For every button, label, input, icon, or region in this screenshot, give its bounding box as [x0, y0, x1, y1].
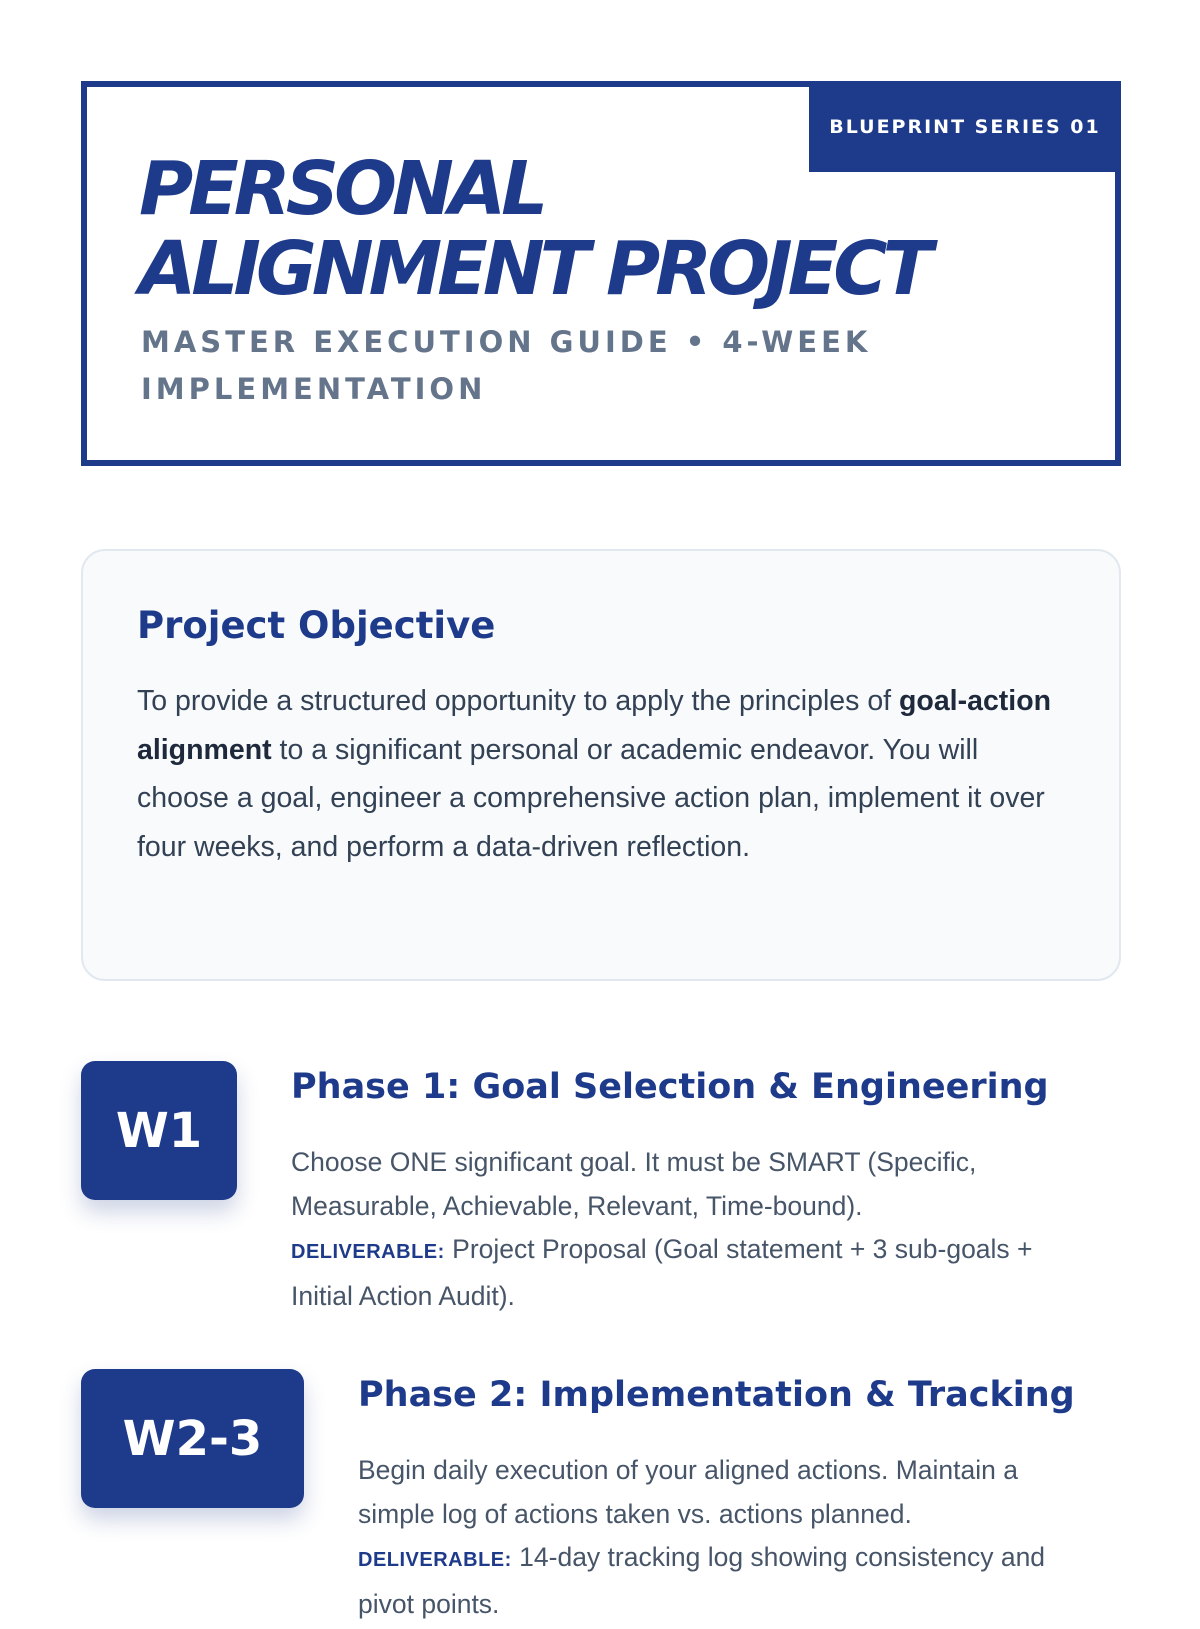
header-card: [81, 81, 1121, 466]
objective-text: [137, 677, 1065, 871]
objective-text-emphasis: goal-action alignment: [137, 685, 1052, 766]
phase-1: [81, 1061, 1121, 1331]
objective-text-rest: to a significant personal or academic endeavor. You will choose a goal, engineer a comprehensive action plan, implement it over four weeks, and perform a data-driven reflection.: [137, 733, 1045, 863]
phase-1-deliverable-label: DELIVERABLE:: [291, 1241, 445, 1263]
phase-1-body: [291, 1061, 1101, 1318]
page-subtitle: MASTER EXECUTION GUIDE • 4-WEEK IMPLEMENTATION: [141, 325, 872, 406]
phase-1-deliverable-text: Project Proposal (Goal statement + 3 sub-goals + Initial Action Audit).: [291, 1234, 1033, 1311]
phase-1-description: Choose ONE significant goal. It must be SMART (Specific, Measurable, Achievable, Relevant, Time-bound).: [291, 1147, 977, 1221]
phase-2-deliverable-label: DELIVERABLE:: [358, 1549, 512, 1571]
page-title-line-1: PERSONAL: [139, 146, 544, 232]
objective-title: Project Objective: [137, 604, 496, 647]
phase-1-week-badge: W1: [81, 1061, 237, 1200]
objective-text-intro: To provide a structured opportunity to apply the principles of: [137, 685, 900, 717]
page-title-line-2: ALIGNMENT PROJECT: [139, 226, 928, 312]
phase-1-title: Phase 1: Goal Selection & Engineering: [291, 1067, 1049, 1107]
objective-card: [81, 549, 1121, 981]
phase-1-text: [291, 1141, 1101, 1318]
phase-2-description: Begin daily execution of your aligned actions. Maintain a simple log of actions taken vs. actions planned.: [358, 1455, 1018, 1529]
phase-2-body: [358, 1369, 1101, 1626]
phase-2-title: Phase 2: Implementation & Tracking: [358, 1375, 1075, 1415]
phase-2-week-badge: W2-3: [81, 1369, 304, 1508]
phase-2-text: [358, 1449, 1101, 1626]
phase-2-deliverable-text: 14-day tracking log showing consistency and pivot points.: [358, 1542, 1046, 1619]
page-title: [139, 146, 928, 312]
phase-2: [81, 1369, 1121, 1629]
series-badge: BLUEPRINT SERIES 01: [809, 81, 1121, 172]
